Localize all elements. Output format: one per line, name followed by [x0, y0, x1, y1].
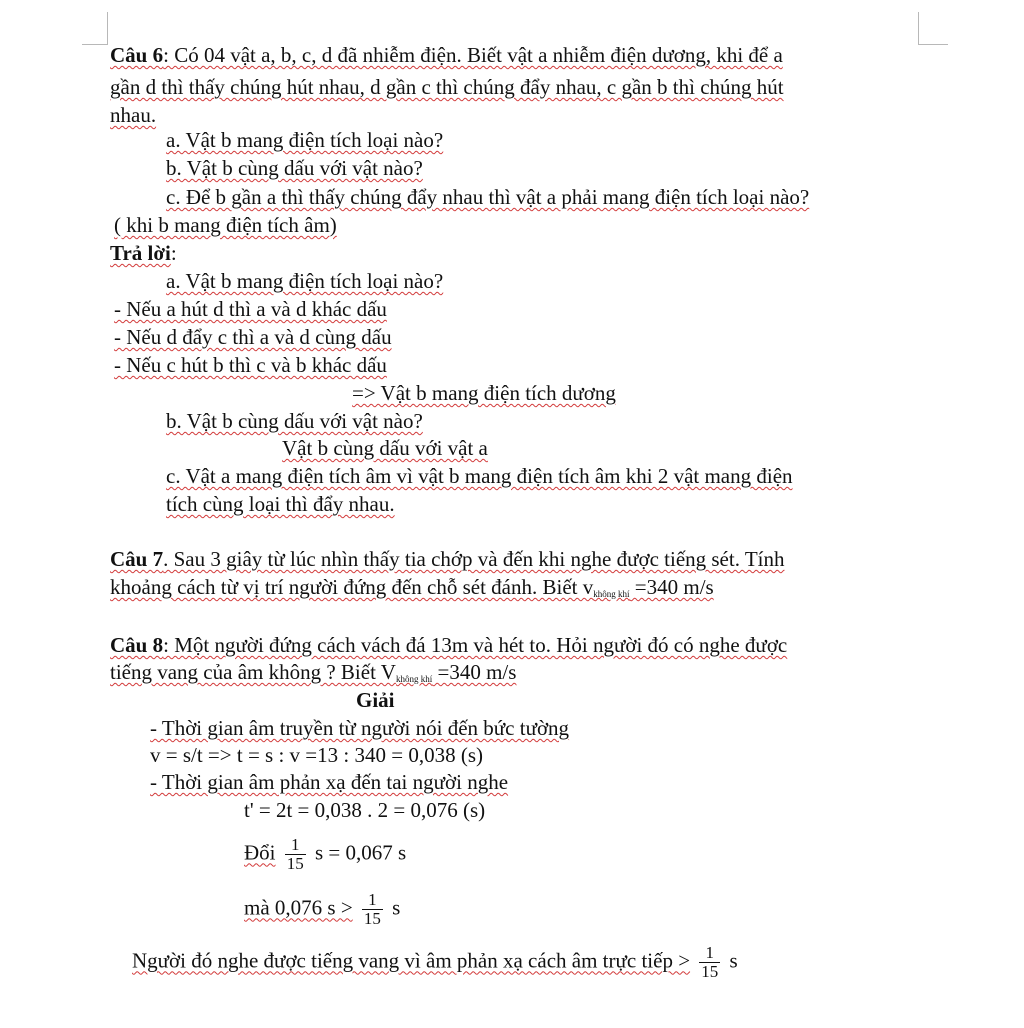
solution-step6: mà 0,076 s > $\frac{1}{15}$ s: [244, 890, 401, 928]
crop-mark-right-horizontal: [918, 44, 948, 45]
solution-conclusion: Người đó nghe được tiếng vang vì âm phản xạ cách âm trực tiếp > $\frac{1}{15}$ s: [132, 943, 738, 981]
cau6-question-c-note: ( khi b mang điện tích âm): [114, 213, 337, 237]
cau6-label: Câu 6: [110, 43, 164, 67]
answer-a-step2: - Nếu d đẩy c thì a và d cùng dấu: [114, 325, 392, 349]
cau7-line2: khoảng cách từ vị trí người đứng đến chỗ sét đánh. Biết $v_{không khí} =340$ m/s: [110, 575, 714, 599]
cau7-label: Câu 7: [110, 547, 164, 571]
cau6-line1: Câu 6: Có 04 vật a, b, c, d đã nhiễm điện. Biết vật a nhiễm điện dương, khi để a: [110, 43, 783, 67]
solution-step4: t' = 2t = 0,038 . 2 = 0,076 (s): [244, 798, 486, 822]
answer-heading: Trả lời:: [110, 241, 177, 265]
fraction-one-fifteenth: $\frac{1}{15}$: [363, 890, 381, 928]
fraction-one-fifteenth: $\frac{1}{15}$: [286, 835, 304, 873]
answer-a-step3: - Nếu c hút b thì c và b khác dấu: [114, 353, 387, 377]
answer-b-result: Vật b cùng dấu với vật a: [282, 436, 488, 460]
answer-c-line2: tích cùng loại thì đẩy nhau.: [166, 492, 395, 516]
cau7-line1: Câu 7. Sau 3 giây từ lúc nhìn thấy tia chớp và đến khi nghe được tiếng sét. Tính: [110, 547, 785, 571]
answer-a-result: => Vật b mang điện tích dương: [352, 381, 616, 405]
solution-step1: - Thời gian âm truyền từ người nói đến bức tường: [150, 716, 570, 740]
crop-mark-left-vertical: [107, 12, 108, 44]
cau6-question-c: c. Để b gần a thì thấy chúng đẩy nhau thì vật a phải mang điện tích loại nào?: [166, 185, 810, 209]
cau6-question-a: a. Vật b mang điện tích loại nào?: [166, 128, 444, 152]
crop-mark-left-horizontal: [82, 44, 108, 45]
cau8-line1: Câu 8: Một người đứng cách vách đá 13m và hét to. Hỏi người đó có nghe được: [110, 633, 788, 657]
solution-step2: v = s/t => t = s : v =13 : 340 = 0,038 (s): [150, 743, 483, 767]
cau6-line3: nhau.: [110, 103, 157, 127]
solution-step5: Đổi $\frac{1}{15}$ s = 0,067 s: [244, 835, 407, 873]
crop-mark-right-vertical: [918, 12, 919, 44]
answer-a-title: a. Vật b mang điện tích loại nào?: [166, 269, 444, 293]
answer-a-step1: - Nếu a hút d thì a và d khác dấu: [114, 297, 387, 321]
fraction-one-fifteenth: $\frac{1}{15}$: [701, 943, 719, 981]
cau8-label: Câu 8: [110, 633, 164, 657]
solution-step3: - Thời gian âm phản xạ đến tai người nghe: [150, 770, 509, 794]
solution-heading: Giải: [356, 688, 395, 712]
cau6-line2: gần d thì thấy chúng hút nhau, d gần c thì chúng đẩy nhau, c gần b thì chúng hút: [110, 75, 784, 99]
cau8-line2: tiếng vang của âm không ? Biết $V_{không khí} =340$ m/s: [110, 660, 517, 684]
answer-c-line1: c. Vật a mang điện tích âm vì vật b mang điện tích âm khi 2 vật mang điện: [166, 464, 793, 488]
cau6-question-b: b. Vật b cùng dấu với vật nào?: [166, 156, 423, 180]
answer-b-title: b. Vật b cùng dấu với vật nào?: [166, 409, 423, 433]
